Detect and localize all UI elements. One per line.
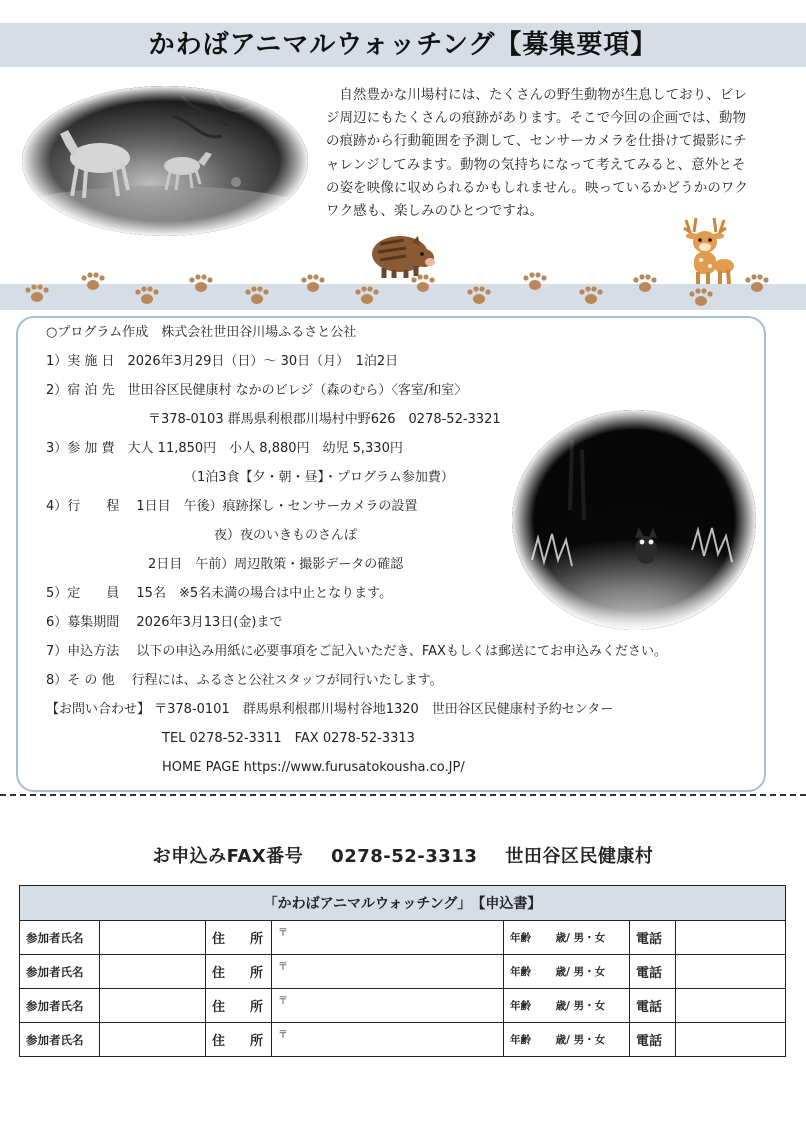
contact-tel-line: TEL 0278-52-3311 FAX 0278-52-3313 (162, 731, 415, 746)
schedule-night-line: 夜）夜のいきものさんぽ (214, 528, 358, 543)
paw-print-icon (466, 286, 492, 306)
age-gender-field[interactable]: 年齢 歳/ 男・女 (504, 921, 630, 955)
paw-print-icon (744, 274, 770, 294)
tel-label: 電話 (630, 1023, 676, 1057)
paw-print-icon (354, 286, 380, 306)
paw-print-icon (410, 274, 436, 294)
age-gender-field[interactable]: 年齢 歳/ 男・女 (504, 989, 630, 1023)
paw-print-icon (188, 274, 214, 294)
age-gender-field[interactable]: 年齢 歳/ 男・女 (504, 955, 630, 989)
name-input[interactable] (100, 989, 206, 1023)
paw-print-icon (244, 286, 270, 306)
method-line: 7）申込方法 以下の申込み用紙に必要事項をご記入いただき、FAXもしくは郵送にてお申込みください。 (46, 644, 667, 659)
name-input[interactable] (100, 955, 206, 989)
tel-input[interactable] (676, 1023, 786, 1057)
fax-organization: 世田谷区民健康村 (505, 846, 654, 867)
address-input[interactable]: 〒 (272, 921, 504, 955)
cut-line (0, 794, 806, 796)
schedule-day1-line: 4）行 程 1日目 午後）痕跡探し・センサーカメラの設置 (46, 499, 418, 514)
tel-input[interactable] (676, 921, 786, 955)
name-input[interactable] (100, 1023, 206, 1057)
paw-print-icon (688, 288, 714, 308)
cat-photo-drawing (512, 410, 756, 630)
schedule-day2-line: 2日目 午前）周辺散策・撮影データの確認 (148, 557, 404, 572)
address-input[interactable]: 〒 (272, 955, 504, 989)
form-title: 「かわばアニマルウォッチング」 【申込書】 (20, 886, 786, 921)
other-line: 8）そ の 他 行程には、ふるさと公社スタッフが同行いたします。 (46, 673, 443, 688)
fax-heading (0, 842, 806, 868)
form-row (20, 921, 786, 955)
lodging-line: 2）宿 泊 先 世田谷区民健康村 なかのビレジ（森のむら）〈客室/和室〉 (46, 383, 468, 398)
paw-print-icon (134, 286, 160, 306)
fee-note-line: （1泊3食【夕・朝・昼】・プログラム参加費） (184, 470, 454, 485)
age-gender-field[interactable]: 年齢 歳/ 男・女 (504, 1023, 630, 1057)
address-label: 住 所 (206, 989, 272, 1023)
tel-input[interactable] (676, 955, 786, 989)
paw-print-icon (300, 274, 326, 294)
contact-line: 【お問い合わせ】 〒378-0101 群馬県利根郡川場村谷地1320 世田谷区民健康村予約センター (46, 702, 614, 717)
intro-paragraph: 自然豊かな川場村には、たくさんの野生動物が生息しており、ビレジ周辺にもたくさんの痕跡があります。そこで今回の企画では、動物の痕跡から行動範囲を予測して、センサーカメラを仕掛けて撮影にチャレンジしてみます。動物の気持ちになって考えてみると、意外とその姿を映像に収められるかもしれません。映っているかどうかのワクワク感も、楽しみのひとつですね。 (326, 88, 749, 220)
address-label: 住 所 (206, 921, 272, 955)
page-title: かわばアニマルウォッチング【募集要項】 (148, 30, 658, 60)
address-label: 住 所 (206, 955, 272, 989)
form-row (20, 1023, 786, 1057)
form-row (20, 989, 786, 1023)
paw-print-icon (632, 274, 658, 294)
date-line: 1）実 施 日 2026年3月29日（日）～ 30日（月） 1泊2日 (46, 354, 399, 369)
address-label: 住 所 (206, 1023, 272, 1057)
application-form (19, 885, 786, 1057)
paw-print-icon (24, 284, 50, 304)
tel-label: 電話 (630, 955, 676, 989)
contact-web-line: HOME PAGE https://www.furusatokousha.co.JP/ (162, 760, 465, 775)
paw-print-icon (578, 286, 604, 306)
address-input[interactable]: 〒 (272, 1023, 504, 1057)
name-input[interactable] (100, 921, 206, 955)
period-line: 6）募集期間 2026年3月13日(金)まで (46, 615, 283, 630)
cat-night-photo (512, 410, 756, 630)
name-label: 参加者氏名 (20, 921, 100, 955)
paw-print-icon (80, 272, 106, 292)
name-label: 参加者氏名 (20, 955, 100, 989)
paw-prints (0, 268, 806, 312)
form-row (20, 955, 786, 989)
fee-line: 3）参 加 費 大人 11,850円 小人 8,880円 幼児 5,330円 (46, 441, 403, 456)
paw-print-icon (522, 272, 548, 292)
producer-line: ○プログラム作成 株式会社世田谷川場ふるさと公社 (46, 325, 357, 340)
tel-label: 電話 (630, 989, 676, 1023)
tel-label: 電話 (630, 921, 676, 955)
lodging-address-line: 〒378-0103 群馬県利根郡川場村中野626 0278-52-3321 (148, 412, 501, 427)
deer-photo-drawing (22, 86, 308, 236)
tel-input[interactable] (676, 989, 786, 1023)
name-label: 参加者氏名 (20, 989, 100, 1023)
fax-label: お申込みFAX番号 (152, 846, 304, 867)
capacity-line: 5）定 員 15名 ※5名未満の場合は中止となります。 (46, 586, 393, 601)
name-label: 参加者氏名 (20, 1023, 100, 1057)
fax-number: 0278-52-3313 (331, 846, 478, 867)
address-input[interactable]: 〒 (272, 989, 504, 1023)
deer-night-photo (22, 86, 308, 236)
